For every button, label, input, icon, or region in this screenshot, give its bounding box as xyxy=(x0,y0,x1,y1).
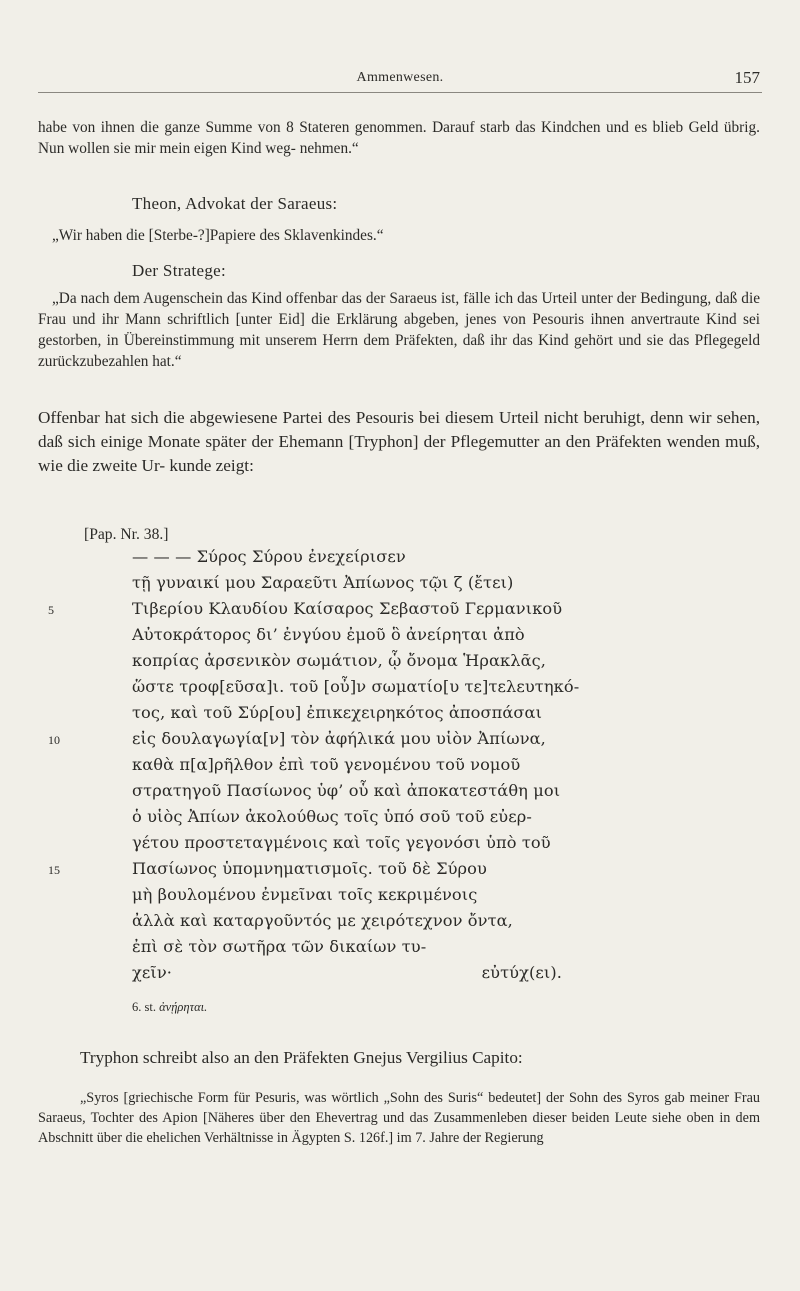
greek-line: γέτου προστεταγμένοις καὶ τοῖς γεγονόσι ὑπὸ τοῦ xyxy=(132,833,551,852)
page-number: 157 xyxy=(734,68,760,87)
line-number: 10 xyxy=(48,733,60,747)
line-number: 15 xyxy=(48,863,60,877)
greek-line: εἰς δουλαγωγία[ν] τὸν ἀφήλικά μου υἱὸν Ἀπίωνα, xyxy=(132,729,546,748)
paragraph-tryphon: Tryphon schreibt also an den Präfekten Gnejus Vergilius Capito: xyxy=(80,1048,523,1067)
greek-line: κοπρίας ἀρσενικὸν σωμάτιον, ᾧ ὄνομα Ἡρακλᾶς, xyxy=(132,651,547,670)
greek-line: τῇ γυναικί μου Σαραεῦτι Ἀπίωνος τῷι ζ (ἔτει) xyxy=(132,573,514,592)
greek-line: τος, καὶ τοῦ Σύρ[ου] ἐπικεχειρηκότος ἀποσπάσαι xyxy=(132,703,543,722)
quote-theon: „Wir haben die [Sterbe-?]Papiere des Sklavenkindes.“ xyxy=(52,227,384,244)
running-title: Ammenwesen. xyxy=(356,70,444,85)
closing-formula: εὐτύχ(ει). xyxy=(481,963,562,982)
paragraph-intro: habe von ihnen die ganze Summe von 8 Stateren genommen. Darauf starb das Kindchen und es blieb Geld übrig. Nun wollen sie mir mein eigen Kind weg- nehmen.“ xyxy=(38,119,760,157)
papyrus-reference: [Pap. Nr. 38.] xyxy=(84,526,169,543)
greek-line: μὴ βουλομένου ἐνμεῖναι τοῖς κεκριμένοις xyxy=(132,885,478,904)
greek-line: Πασίωνος ὑπομνηματισμοῖς. τοῦ δὲ Σύρου xyxy=(132,859,487,878)
greek-line: καθὰ π[α]ρῆλθον ἐπὶ τοῦ γενομένου τοῦ νομοῦ xyxy=(132,755,521,774)
greek-line: Αὐτοκράτορος δι’ ἐνγύου ἐμοῦ ὃ ἀνείρηται ἀπὸ xyxy=(132,625,525,644)
speaker-theon: Theon, Advokat der Saraeus: xyxy=(132,194,338,213)
greek-line: στρατηγοῦ Πασίωνος ὑφ’ οὗ καὶ ἀποκατεστάθη μοι xyxy=(132,781,561,800)
quote-stratege: „Da nach dem Augenschein das Kind offenbar das der Saraeus ist, fälle ich das Urteil unter der Bedingung, daß die Frau und ihr Mann schriftlich [unter Eid] die Erklärung abgeben, jenes von Pesouris ihnen anvertraute Kind sei gestorben, in Übereinstimmung mit unserem Herrn dem Präfekten, daß ihr das Kind gehört und sie das Pflegegeld zurückzubezahlen hat.“ xyxy=(38,290,760,370)
line-number: 5 xyxy=(48,603,54,617)
paragraph-pesouris: Offenbar hat sich die abgewiesene Partei des Pesouris bei diesem Urteil nicht beruhigt, denn wir sehen, daß sich einige Monate später der Ehemann [Tryphon] der Pflegemutter an den Präfekten wenden muß, wie die zweite Ur- kunde zeigt: xyxy=(38,408,760,475)
greek-line: ἀλλὰ καὶ καταργοῦντός με χειρότεχνον ὄντα, xyxy=(132,911,513,930)
greek-line: ὁ υἱὸς Ἀπίων ἀκολούθως τοῖς ὑπό σοῦ τοῦ εὐερ- xyxy=(132,807,532,826)
greek-line: Τιβερίου Κλαυδίου Καίσαρος Σεβαστοῦ Γερμανικοῦ xyxy=(132,599,563,618)
greek-line: χεῖν· εὐτύχ(ει). xyxy=(132,963,562,982)
speaker-stratege: Der Stratege: xyxy=(132,261,227,280)
greek-line: ὥστε τροφ[εῦσα]ι. τοῦ [οὖ]ν σωματίο[υ τε]τελευτηκό- xyxy=(132,677,580,696)
quote-syros: „Syros [griechische Form für Pesuris, was wörtlich „Sohn des Suris“ bedeutet] der Sohn des Syros gab meiner Frau Saraeus, Tochter des Apion [Näheres über den Ehevertrag und das Zusammenleben dieser beiden Leute siehe oben in dem Abschnitt über die ehelichen Verhältnisse in Ägypten S. 126f.] im 7. Jahre der Regierung xyxy=(38,1090,760,1146)
greek-line: — — — Σύρος Σύρου ἐνεχείρισεν xyxy=(132,547,406,566)
greek-line: ἐπὶ σὲ τὸν σωτῆρα τῶν δικαίων τυ- xyxy=(132,937,427,956)
apparatus-note: 6. st. ἀνῄρηται. xyxy=(132,1000,208,1014)
running-head xyxy=(38,64,762,93)
